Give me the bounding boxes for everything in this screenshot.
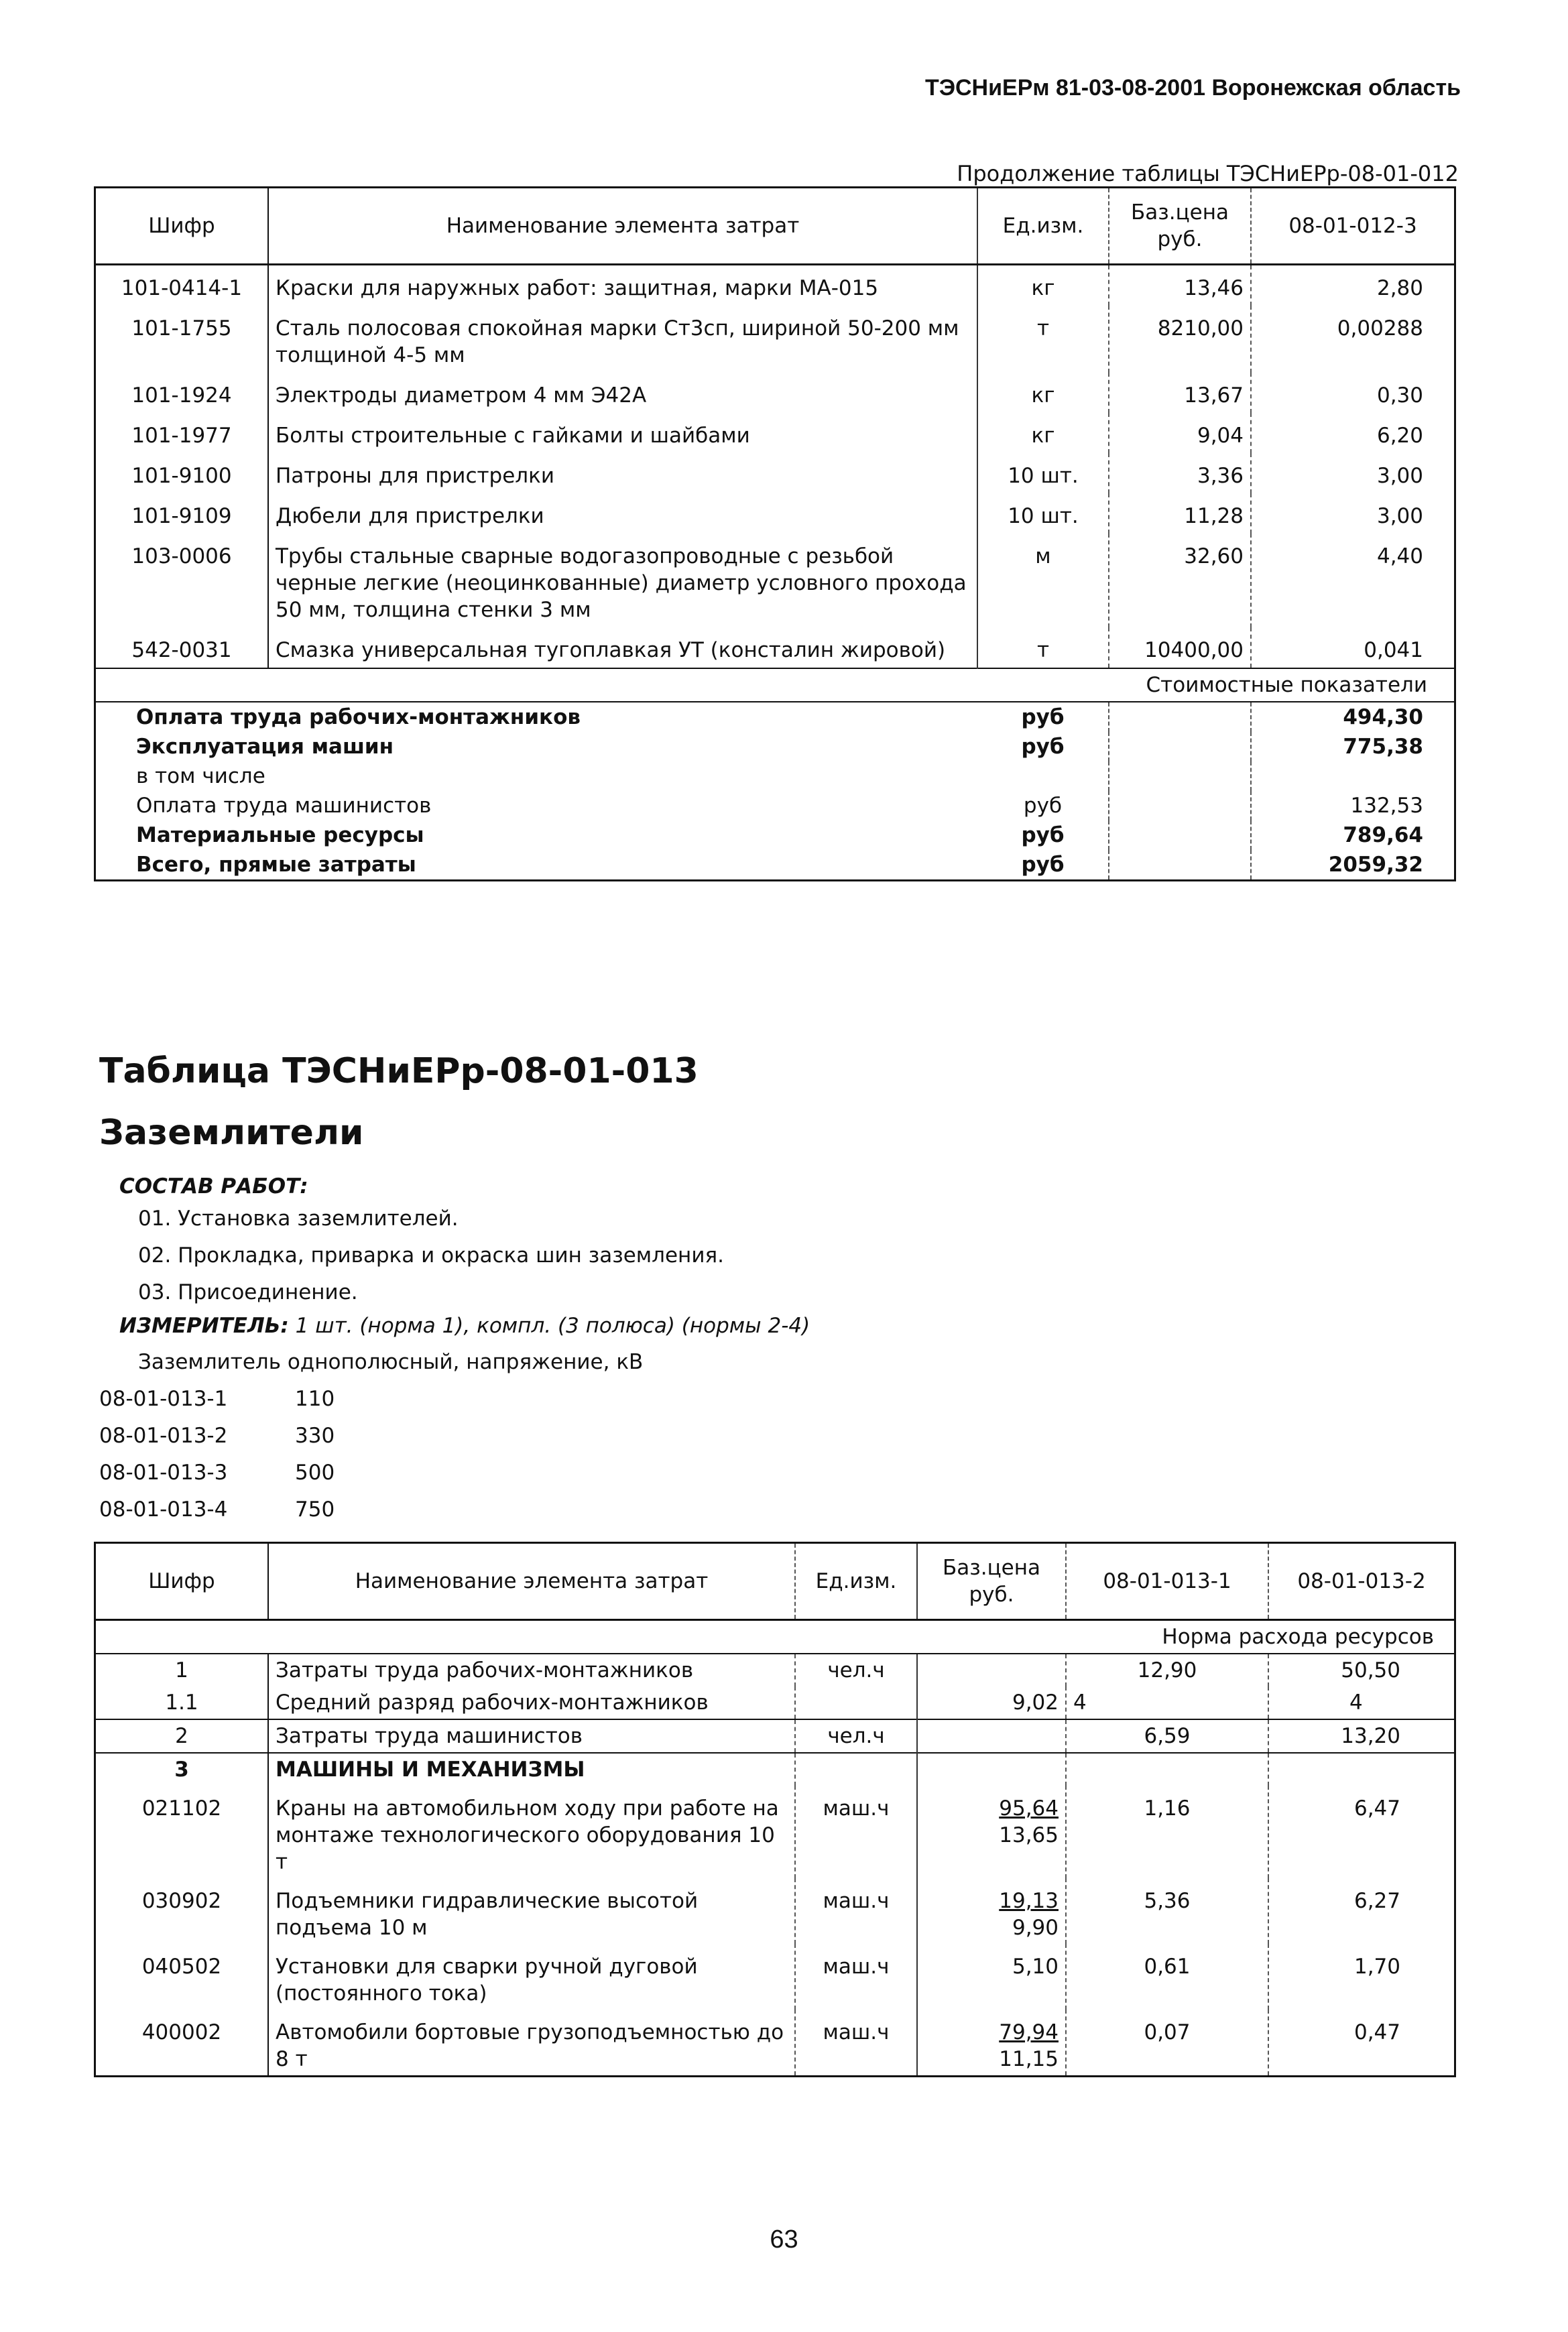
row-price <box>917 2010 1066 2077</box>
summary-empty <box>1109 732 1251 761</box>
row-unit: м <box>977 534 1109 627</box>
resources-table <box>94 1542 1456 2077</box>
work-item: 02. Прокладка, приварка и окраска шин заземления. <box>138 1243 724 1268</box>
row-norm-1: 1,16 <box>1066 1786 1268 1878</box>
row-price: 9,04 <box>1109 413 1251 453</box>
norm-code: 08-01-013-4 <box>99 1497 228 1522</box>
summary-row <box>95 702 1455 732</box>
table-row <box>95 1753 1455 1786</box>
header-norm-2: 08-01-013-2 <box>1268 1543 1455 1620</box>
summary-unit: руб <box>977 702 1109 732</box>
table-row <box>95 306 1455 373</box>
summary-name: Материальные ресурсы <box>136 823 424 847</box>
price-line-1: 19,13 <box>999 1889 1059 1913</box>
row-unit: чел.ч <box>795 1719 917 1753</box>
row-norm-1: 6,59 <box>1066 1719 1268 1753</box>
row-norm-2: 4 <box>1349 1691 1363 1715</box>
section-label-row <box>95 1620 1455 1654</box>
table-row <box>95 265 1455 306</box>
row-price <box>917 1878 1066 1944</box>
header-norm: 08-01-012-3 <box>1251 188 1455 265</box>
table-row <box>95 453 1455 493</box>
row-norm-1: 4 <box>1066 1686 1268 1719</box>
row-unit: кг <box>977 265 1109 306</box>
cost-indicators-label: Стоимостные показатели <box>95 668 1455 702</box>
row-value: 0,30 <box>1376 383 1423 408</box>
summary-name: Оплата труда машинистов <box>136 794 432 818</box>
row-name: Болты строительные с гайками и шайбами <box>268 413 977 453</box>
table-row <box>95 1786 1455 1878</box>
row-norm-1: 5,36 <box>1066 1878 1268 1944</box>
row-price <box>917 1786 1066 1878</box>
row-code: 101-0414-1 <box>95 265 269 306</box>
header-norm-1: 08-01-013-1 <box>1066 1543 1268 1620</box>
row-name: Подъемники гидравлические высотой подъема 10 м <box>268 1878 795 1944</box>
section-subtitle: Заземлители <box>99 1113 364 1153</box>
row-unit: кг <box>977 373 1109 413</box>
row-price: 5,10 <box>917 1944 1066 2010</box>
row-unit: маш.ч <box>795 1786 917 1878</box>
summary-empty <box>1109 791 1251 820</box>
row-norm-1: 0,07 <box>1066 2010 1268 2077</box>
row-price: 11,28 <box>1109 493 1251 534</box>
price-line-1: 79,94 <box>999 2020 1059 2044</box>
norm-value: 500 <box>295 1461 335 1485</box>
row-norm-1: 12,90 <box>1066 1654 1268 1686</box>
norm-value: 330 <box>295 1424 335 1448</box>
measure-text: 1 шт. (норма 1), компл. (3 полюса) (нормы 2-4) <box>295 1314 810 1338</box>
row-code: 101-9100 <box>95 453 269 493</box>
row-norm-2: 0,47 <box>1268 2010 1455 2077</box>
summary-unit: руб <box>977 850 1109 881</box>
row-price <box>917 1654 1066 1686</box>
summary-value: 775,38 <box>1343 735 1423 759</box>
section-label-row <box>95 668 1455 702</box>
norm-value: 110 <box>295 1387 335 1411</box>
row-name: Краны на автомобильном ходу при работе на монтаже технологического оборудования 10 т <box>268 1786 795 1878</box>
table-title: Таблица ТЭСНиЕРр-08-01-013 <box>99 1051 699 1091</box>
row-name: Автомобили бортовые грузоподъемностью до 8 т <box>268 2010 795 2077</box>
row-code: 400002 <box>95 2010 269 2077</box>
table-row <box>95 534 1455 627</box>
row-code: 101-1977 <box>95 413 269 453</box>
row-name: Краски для наружных работ: защитная, марки МА-015 <box>268 265 977 306</box>
row-price: 8210,00 <box>1109 306 1251 373</box>
row-name: Сталь полосовая спокойная марки Ст3сп, шириной 50-200 мм толщиной 4-5 мм <box>268 306 977 373</box>
summary-name: Всего, прямые затраты <box>136 853 416 877</box>
header-price: Баз.цена руб. <box>1109 188 1251 265</box>
row-name: Смазка универсальная тугоплавкая УТ (консталин жировой) <box>268 627 977 668</box>
row-name: МАШИНЫ И МЕХАНИЗМЫ <box>268 1753 795 1786</box>
row-name: Установки для сварки ручной дуговой (постоянного тока) <box>268 1944 795 2010</box>
summary-empty <box>1109 702 1251 732</box>
row-value: 3,00 <box>1376 504 1423 528</box>
row-norm-2: 13,20 <box>1268 1719 1455 1753</box>
summary-name: Оплата труда рабочих-монтажников <box>136 705 581 729</box>
row-value: 0,00288 <box>1337 316 1423 341</box>
row-value: 3,00 <box>1376 464 1423 488</box>
row-name: Дюбели для пристрелки <box>268 493 977 534</box>
row-code: 040502 <box>95 1944 269 2010</box>
header-name: Наименование элемента затрат <box>268 188 977 265</box>
row-price: 32,60 <box>1109 534 1251 627</box>
norm-code: 08-01-013-2 <box>99 1424 228 1448</box>
voltage-label: Заземлитель однополюсный, напряжение, кВ <box>138 1350 644 1374</box>
summary-value <box>1251 761 1455 791</box>
row-code: 2 <box>95 1719 269 1753</box>
row-unit: кг <box>977 413 1109 453</box>
header-unit: Ед.изм. <box>795 1543 917 1620</box>
table-row <box>95 493 1455 534</box>
measure-label: ИЗМЕРИТЕЛЬ: <box>119 1314 289 1338</box>
summary-row <box>95 850 1455 881</box>
row-norm-1: 0,61 <box>1066 1944 1268 2010</box>
row-code: 103-0006 <box>95 534 269 627</box>
row-name: Трубы стальные сварные водогазопроводные с резьбой черные легкие (неоцинкованные) диаметр условного прохода 50 мм, толщина стенки 3 мм <box>268 534 977 627</box>
norm-label: Норма расхода ресурсов <box>95 1620 1455 1654</box>
row-price: 9,02 <box>917 1686 1066 1719</box>
norm-value: 750 <box>295 1497 335 1522</box>
table-row <box>95 1686 1455 1719</box>
row-code: 3 <box>95 1753 269 1786</box>
row-code: 030902 <box>95 1878 269 1944</box>
table-row <box>95 413 1455 453</box>
table-row <box>95 2010 1455 2077</box>
row-price <box>917 1753 1066 1786</box>
price-line-2: 13,65 <box>999 1823 1059 1847</box>
row-price: 3,36 <box>1109 453 1251 493</box>
norm-code: 08-01-013-1 <box>99 1387 228 1411</box>
row-price: 13,46 <box>1109 265 1251 306</box>
summary-row <box>95 761 1455 791</box>
row-unit: 10 шт. <box>977 493 1109 534</box>
row-value: 0,041 <box>1364 638 1423 662</box>
row-norm-2: 6,27 <box>1353 1889 1400 1913</box>
summary-empty <box>1109 850 1251 881</box>
header-name: Наименование элемента затрат <box>268 1543 795 1620</box>
table-row <box>95 1878 1455 1944</box>
row-unit: т <box>977 306 1109 373</box>
summary-value: 132,53 <box>1350 794 1423 818</box>
row-name: Затраты труда машинистов <box>268 1719 795 1753</box>
row-price <box>917 1719 1066 1753</box>
row-code: 021102 <box>95 1786 269 1878</box>
row-unit: маш.ч <box>795 1944 917 2010</box>
row-unit <box>795 1686 917 1719</box>
summary-unit: руб <box>977 791 1109 820</box>
measure-line <box>119 1314 810 1338</box>
row-norm-2: 1,70 <box>1353 1955 1400 1979</box>
table-row <box>95 1719 1455 1753</box>
header-unit: Ед.изм. <box>977 188 1109 265</box>
row-norm-1 <box>1066 1753 1268 1786</box>
row-code: 1.1 <box>95 1686 269 1719</box>
summary-unit: руб <box>977 820 1109 850</box>
row-value: 4,40 <box>1376 544 1423 568</box>
row-unit: маш.ч <box>795 2010 917 2077</box>
summary-value: 789,64 <box>1343 823 1423 847</box>
row-code: 1 <box>95 1654 269 1686</box>
row-code: 101-9109 <box>95 493 269 534</box>
work-item: 03. Присоединение. <box>138 1280 358 1304</box>
summary-unit <box>977 761 1109 791</box>
row-name: Средний разряд рабочих-монтажников <box>268 1686 795 1719</box>
row-code: 101-1924 <box>95 373 269 413</box>
norm-code: 08-01-013-3 <box>99 1461 228 1485</box>
price-line-1: 95,64 <box>999 1796 1059 1821</box>
table-row <box>95 1944 1455 2010</box>
summary-row <box>95 791 1455 820</box>
work-item: 01. Установка заземлителей. <box>138 1207 459 1231</box>
table-header-row <box>95 1543 1455 1620</box>
table-row <box>95 627 1455 668</box>
composition-label: СОСТАВ РАБОТ: <box>119 1174 308 1199</box>
header-code: Шифр <box>95 188 269 265</box>
row-name: Электроды диаметром 4 мм Э42А <box>268 373 977 413</box>
header-code: Шифр <box>95 1543 269 1620</box>
row-unit: чел.ч <box>795 1654 917 1686</box>
row-norm-2 <box>1268 1753 1455 1786</box>
summary-value: 494,30 <box>1343 705 1423 729</box>
row-norm-2: 6,47 <box>1353 1796 1400 1821</box>
row-unit <box>795 1753 917 1786</box>
row-unit: 10 шт. <box>977 453 1109 493</box>
page-number: 63 <box>770 2225 798 2254</box>
row-code: 542-0031 <box>95 627 269 668</box>
row-code: 101-1755 <box>95 306 269 373</box>
row-name: Патроны для пристрелки <box>268 453 977 493</box>
summary-row <box>95 820 1455 850</box>
row-norm-2: 50,50 <box>1341 1658 1400 1682</box>
table-continuation-caption: Продолжение таблицы ТЭСНиЕРр-08-01-012 <box>957 161 1459 186</box>
price-line-2: 11,15 <box>999 2047 1059 2071</box>
summary-empty <box>1109 761 1251 791</box>
table-header-row <box>95 188 1455 265</box>
row-value: 2,80 <box>1376 276 1423 300</box>
table-row <box>95 373 1455 413</box>
row-name: Затраты труда рабочих-монтажников <box>268 1654 795 1686</box>
row-unit: маш.ч <box>795 1878 917 1944</box>
summary-unit: руб <box>977 732 1109 761</box>
page-header: ТЭСНиЕРм 81-03-08-2001 Воронежская область <box>925 75 1461 101</box>
row-price: 13,67 <box>1109 373 1251 413</box>
materials-table <box>94 186 1456 881</box>
table-row <box>95 1654 1455 1686</box>
row-value: 6,20 <box>1376 424 1423 448</box>
header-price: Баз.цена руб. <box>917 1543 1066 1620</box>
summary-name: Эксплуатация машин <box>136 735 394 759</box>
summary-value: 2059,32 <box>1328 853 1423 877</box>
summary-row <box>95 732 1455 761</box>
row-price: 10400,00 <box>1109 627 1251 668</box>
summary-empty <box>1109 820 1251 850</box>
price-line-2: 9,90 <box>1012 1916 1059 1940</box>
summary-name: в том числе <box>136 764 265 788</box>
row-unit: т <box>977 627 1109 668</box>
